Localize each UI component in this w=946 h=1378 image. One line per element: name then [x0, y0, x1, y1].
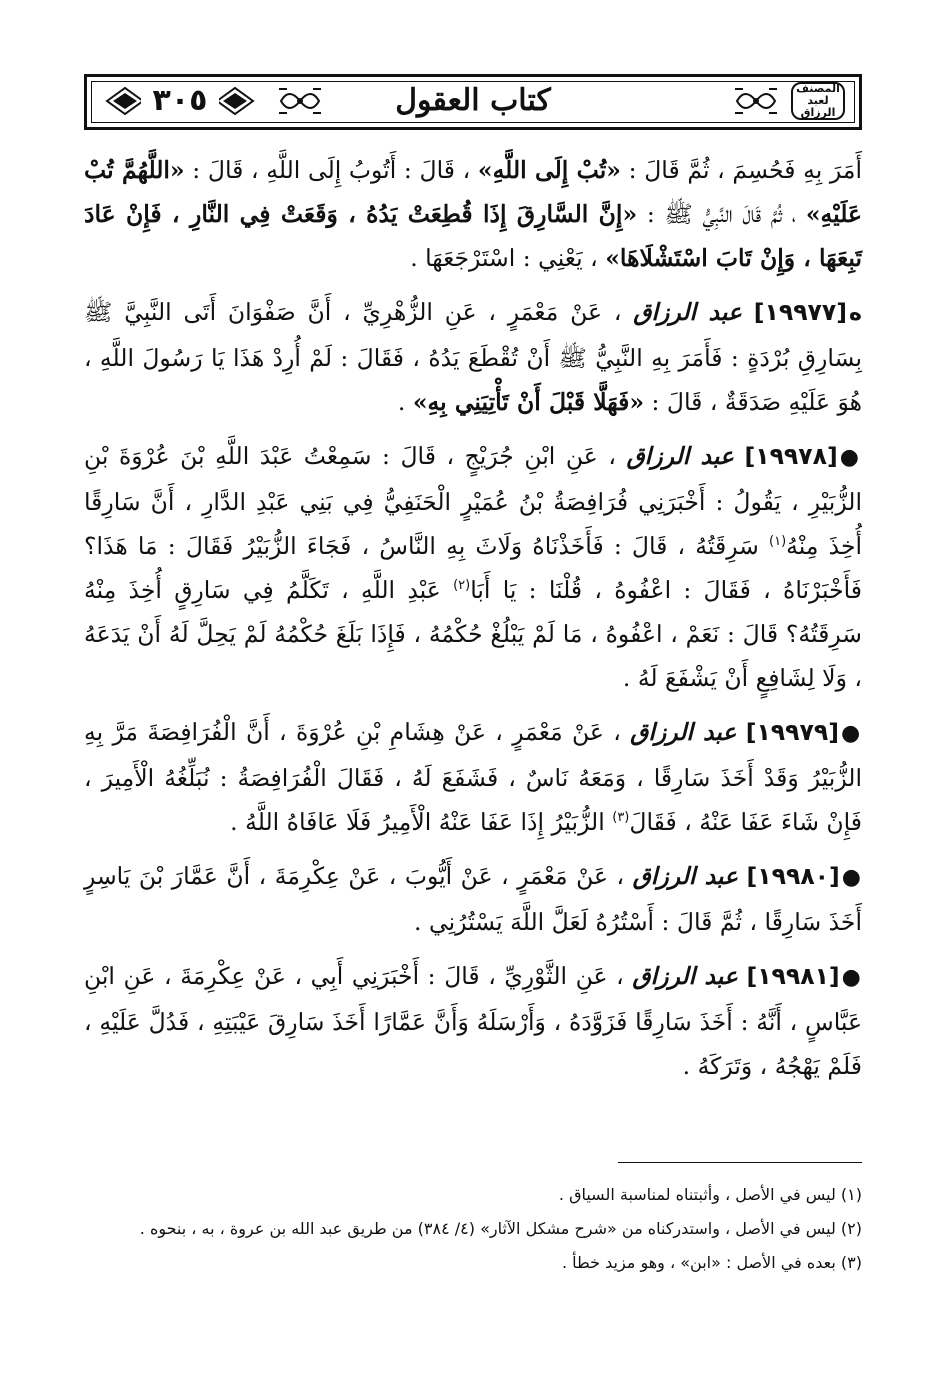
logo-line-2: لعبد الرزاق — [800, 94, 836, 119]
hadith-marker: ● — [839, 445, 862, 470]
footnote-ref: (٢) — [453, 578, 471, 594]
text-run: ، يَعْنِي : اسْتَرْجَعَهَا . — [410, 244, 606, 272]
hadith-number: [١٩٩٧٧] — [753, 298, 847, 326]
prophetic-quote: «فَهَلَّا قَبْلَ أَنْ تَأْتِيَنِي بِهِ» — [412, 388, 645, 416]
page-number: ٣٠٥ — [141, 84, 220, 118]
text-run: ، عَنْ مَعْمَرٍ ، عَنِ الزُّهْرِيِّ ، أَنَّ صَفْوَانَ أَتَى النَّبِيَّ ﷺ بِسَارِقِ بُرْدَةٍ : فَأَمَرَ بِهِ النَّبِيُّ ﷺ أَنْ تُقْطَعَ يَدُهُ ، فَقَالَ : لَمْ أُرِدْ هَذَا يَا رَسُولَ اللَّهِ ، هُوَ عَلَيْهِ صَدَقَةٌ ، قَالَ : — [84, 298, 862, 416]
prophetic-quote: «اللَّهُمَّ تُبْ عَلَيْهِ» — [84, 156, 862, 228]
prophetic-quote: «تُبْ إِلَى اللَّهِ» — [477, 156, 621, 184]
text-run: سَرِقَتُهُ ، قَالَ : فَأَخَذْنَاهُ وَلَاثَ بِهِ النَّاسُ ، فَجَاءَ الزُّبَيْرُ فَقَالَ : مَا هَذَا؟ فَأَخْبَرْنَاهُ ، فَقَالَ : اعْفُوهُ ، قُلْنَا : يَا أَبَا — [84, 532, 862, 604]
logo-line-1: المصنف — [796, 82, 840, 95]
hadith-marker: ه — [848, 301, 862, 326]
paragraph-h19980 — [84, 854, 862, 944]
main-text — [84, 148, 862, 1088]
hadith-number: [١٩٩٧٩] — [745, 718, 839, 746]
hadith-marker: ● — [841, 865, 862, 890]
source-name: عبد الرزاق — [626, 442, 734, 470]
hadith-number: [١٩٩٧٨] — [744, 442, 838, 470]
source-name: عبد الرزاق — [633, 298, 742, 326]
text-run: ، عَنِ ابْنِ جُرَيْجٍ ، قَالَ : سَمِعْتُ عَبْدَ اللَّهِ بْنَ عُرْوَةَ بْنِ الزُّبَيْرِ ، يَقُولُ : أَخْبَرَنِي فُرَافِصَةُ بْنُ عُمَيْرٍ الْحَنَفِيُّ فِي بَنِي عَبْدِ الدَّارِ ، أَنَّ سَارِقًا أُخِذَ مِنْهُ — [84, 442, 862, 560]
text-run: ، عَنْ مَعْمَرٍ ، عَنْ أَيُّوبَ ، عَنْ عِكْرِمَةَ ، أَنَّ عَمَّارَ بْنَ يَاسِرٍ أَخَذَ سَارِقًا ، ثُمَّ قَالَ : أَسْتُرُهُ لَعَلَّ اللَّهَ يَسْتُرُنِي . — [84, 862, 862, 936]
ornament-left-icon — [277, 83, 323, 119]
paragraph-h19981 — [84, 954, 862, 1088]
footnote-1: (١) ليس في الأصل ، وأثبتناه لمناسبة السياق . — [558, 1185, 862, 1204]
book-logo — [791, 82, 845, 120]
text-run: عَبْدِ اللَّهِ ، تَكَلَّمُ فِي سَارِقٍ أُخِذَ مِنْهُ سَرِقَتُهُ؟ قَالَ : نَعَمْ ، اعْفُوهُ ، مَا لَمْ يَبْلُغْ حُكْمُهُ ، فَإِذَا بَلَغَ حُكْمُهُ لَمْ يَحِلَّ لَهُ أَنْ يَدَعَهُ ، وَلَا لِشَافِعٍ أَنْ يَشْفَعَ لَهُ . — [84, 576, 862, 692]
text-run: أَمَرَ بِهِ فَحُسِمَ ، ثُمَّ قَالَ : — [620, 156, 862, 184]
footnote-separator — [618, 1162, 862, 1163]
footnote-2: (٢) ليس في الأصل ، واستدركناه من «شرح مشكل الآثار» (٤/ ٣٨٤) من طريق عبد الله بن عروة ، به ، بنحوه . — [139, 1219, 862, 1238]
paragraph-h19977 — [84, 290, 862, 424]
text-run: ، قَالَ : أَتُوبُ إِلَى اللَّهِ ، قَالَ : — [184, 156, 478, 184]
hadith-number: [١٩٩٨١] — [746, 962, 840, 990]
text-run: ، عَنْ مَعْمَرٍ ، عَنْ هِشَامِ بْنِ عُرْوَةَ ، أَنَّ الْفُرَافِصَةَ مَرَّ بِهِ الزُّبَيْرُ وَقَدْ أَخَذَ سَارِقًا ، وَمَعَهُ نَاسٌ ، فَشَفَعَ لَهُ ، فَقَالَ الْفُرَافِصَةُ : نُبَلِّغُهُ الْأَمِيرَ ، فَإِنْ شَاءَ عَفَا عَنْهُ ، فَقَالَ — [84, 718, 862, 836]
paragraph-h19979 — [84, 710, 862, 844]
source-name: عبد الرزاق — [632, 862, 739, 890]
text-run: . — [397, 388, 413, 416]
footnote-ref: (٣) — [612, 810, 630, 826]
hadith-marker: ● — [840, 721, 862, 746]
chapter-title: كتاب العقول — [395, 83, 551, 118]
text-run: ، عَنِ الثَّوْرِيِّ ، قَالَ : أَخْبَرَنِي أَبِي ، عَنْ عِكْرِمَةَ ، عَنِ ابْنِ عَبَّاسٍ ، أَنَّهُ : أَخَذَ سَارِقًا فَزَوَّدَهُ ، وَأَرْسَلَهُ وَأَنَّ عَمَّارًا أَخَذَ سَارِقَ عَيْبَتِهِ ، فَدُلَّ عَلَيْهِ ، فَلَمْ يَهْجُهُ ، وَتَرَكَهُ . — [84, 962, 862, 1080]
ornament-right-icon — [733, 83, 779, 119]
footnote-ref: (١) — [769, 534, 787, 550]
source-name: عبد الرزاق — [632, 962, 738, 990]
hadith-number: [١٩٩٨٠] — [746, 862, 840, 890]
source-name: عبد الرزاق — [630, 718, 737, 746]
paragraph-continuation — [84, 148, 862, 280]
hadith-marker: ● — [841, 965, 862, 990]
text-run: ، ثُمَّ قَالَ النَّبِيُّ ﷺ : — [637, 200, 806, 228]
paragraph-h19978 — [84, 434, 862, 700]
footnote-3: (٣) بعده في الأصل : «ابن» ، وهو مزيد خطأ . — [561, 1253, 862, 1272]
running-header — [84, 74, 862, 130]
page-number-box — [103, 84, 257, 118]
footnotes — [84, 1178, 862, 1280]
prophetic-quote: «إِنَّ السَّارِقَ إِذَا قُطِعَتْ يَدُهُ ، وَقَعَتْ فِي النَّارِ ، فَإِنْ عَادَ تَبِعَهَا ، وَإِنْ تَابَ اسْتَشْلَاهَا» — [84, 200, 862, 272]
text-run: الزُّبَيْرُ إِذَا عَفَا عَنْهُ الْأَمِيرُ فَلَا عَافَاهُ اللَّهُ . — [230, 808, 613, 836]
